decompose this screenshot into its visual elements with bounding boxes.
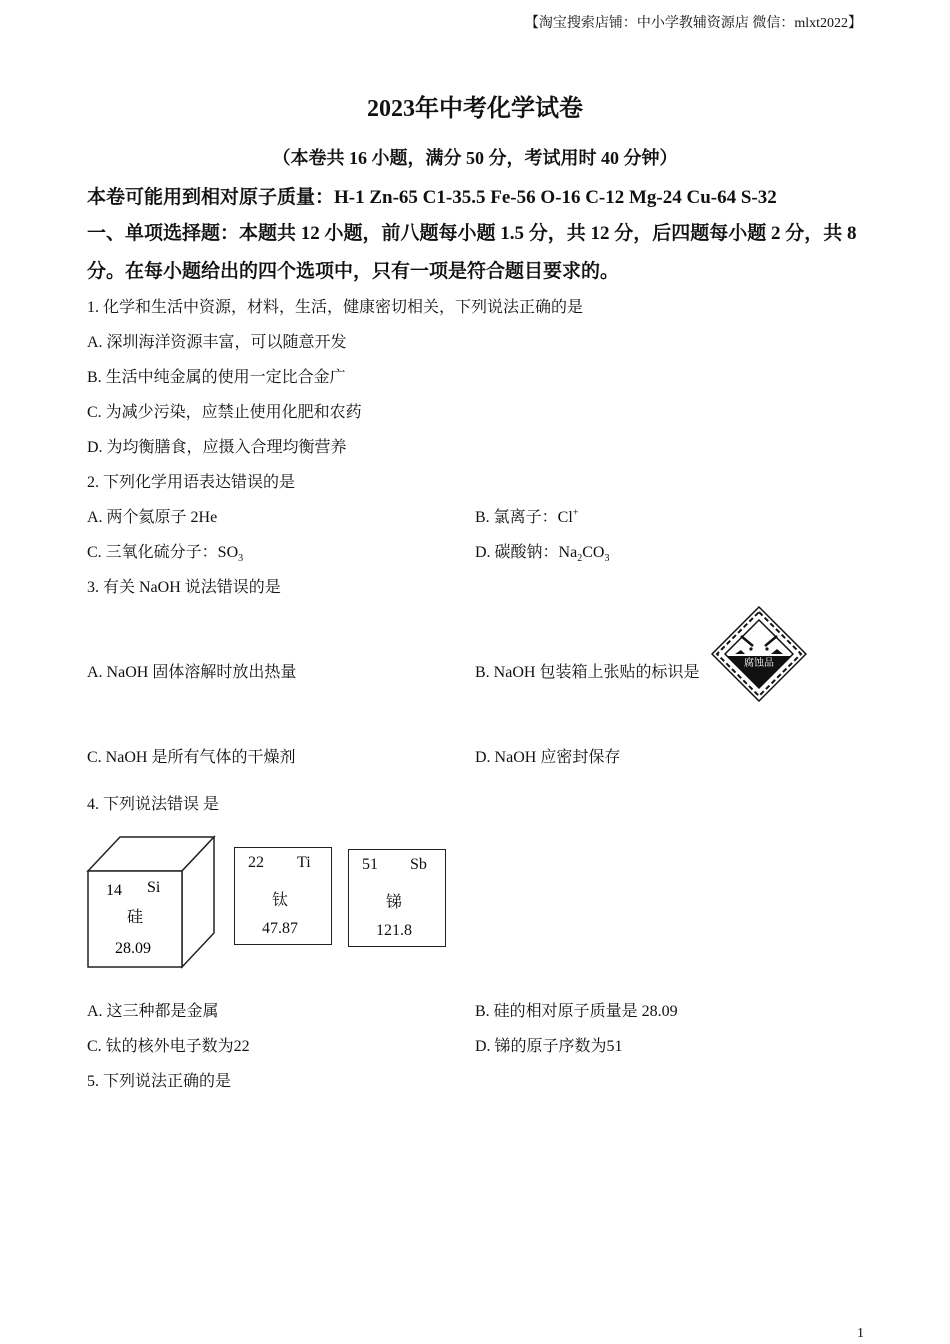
q3-stem: 3. 有关 NaOH 说法错误的是 (87, 579, 281, 596)
q4-option-c: C. 钛的核外电子数为22 (87, 1038, 250, 1055)
q5-stem: 5. 下列说法正确的是 (87, 1073, 232, 1090)
q2-option-d: D. 碳酸钠：$Na_2CO_3$ (475, 544, 610, 565)
q1-option-a: A. 深圳海洋资源丰富，可以随意开发 (87, 334, 347, 351)
section-1-instructions-line1: 一、单项选择题：本题共 12 小题，前八题每小题 1.5 分，共 12 分，后四题每小题 2 分，共 8 (87, 223, 857, 244)
si-atomic-mass: 28.09 (115, 940, 151, 957)
q2-option-c: C. 三氧化硫分子：$SO_3$ (87, 544, 244, 565)
ti-symbol: Ti (297, 854, 311, 871)
si-symbol: Si (147, 879, 161, 896)
q3-option-b: B. NaOH 包装箱上张贴的标识是 (475, 664, 700, 681)
element-cube-si (86, 835, 216, 969)
header-note: 【淘宝搜索店铺：中小学教辅资源店 微信：mlxt2022】 (524, 16, 862, 31)
corrosive-sign-label: 腐蚀品 (744, 658, 774, 669)
q4-option-d: D. 锑的原子序数为51 (475, 1038, 623, 1055)
q3-option-d: D. NaOH 应密封保存 (475, 749, 621, 766)
corrosive-hazard-icon (711, 606, 807, 702)
q1-option-b: B. 生活中纯金属的使用一定比合金广 (87, 369, 346, 386)
si-atomic-number: 14 (106, 882, 122, 899)
q3-option-c: C. NaOH 是所有气体的干燥剂 (87, 749, 296, 766)
q3-option-a: A. NaOH 固体溶解时放出热量 (87, 664, 297, 681)
q2-option-a: A. 两个氦原子 2He (87, 509, 218, 526)
si-name: 硅 (126, 907, 144, 926)
ti-atomic-mass: 47.87 (262, 920, 298, 937)
q1-stem: 1. 化学和生活中资源，材料，生活，健康密切相关，下列说法正确的是 (87, 299, 584, 316)
exam-title: 2023年中考化学试卷 (367, 96, 583, 122)
element-card-ti (234, 847, 332, 945)
q4-stem: 4. 下列说法错误 是 (87, 796, 220, 813)
atomic-masses: 本卷可能用到相对原子质量：H-1 Zn-65 C1-35.5 Fe-56 O-16 C-12 Mg-24 Cu-64 S-32 (87, 187, 777, 208)
ti-name: 钛 (272, 892, 289, 909)
exam-subtitle: （本卷共 16 小题，满分 50 分，考试用时 40 分钟） (272, 148, 678, 168)
sb-atomic-mass: 121.8 (376, 922, 412, 939)
ti-atomic-number: 22 (248, 854, 264, 871)
q2-option-b: B. 氯离子：Cl+ (475, 507, 579, 526)
q1-option-d: D. 为均衡膳食，应摄入合理均衡营养 (87, 439, 347, 456)
sb-atomic-number: 51 (362, 856, 378, 873)
sb-name: 锑 (386, 894, 403, 911)
element-card-sb (348, 849, 446, 947)
q4-option-a: A. 这三种都是金属 (87, 1003, 219, 1020)
page-number: 1 (857, 1326, 864, 1341)
q4-option-b: B. 硅的相对原子质量是 28.09 (475, 1003, 678, 1020)
q1-option-c: C. 为减少污染，应禁止使用化肥和农药 (87, 404, 362, 421)
q2-stem: 2. 下列化学用语表达错误的是 (87, 474, 296, 491)
section-1-instructions-line2: 分。在每小题给出的四个选项中，只有一项是符合题目要求的。 (87, 261, 620, 282)
sb-symbol: Sb (410, 856, 427, 873)
